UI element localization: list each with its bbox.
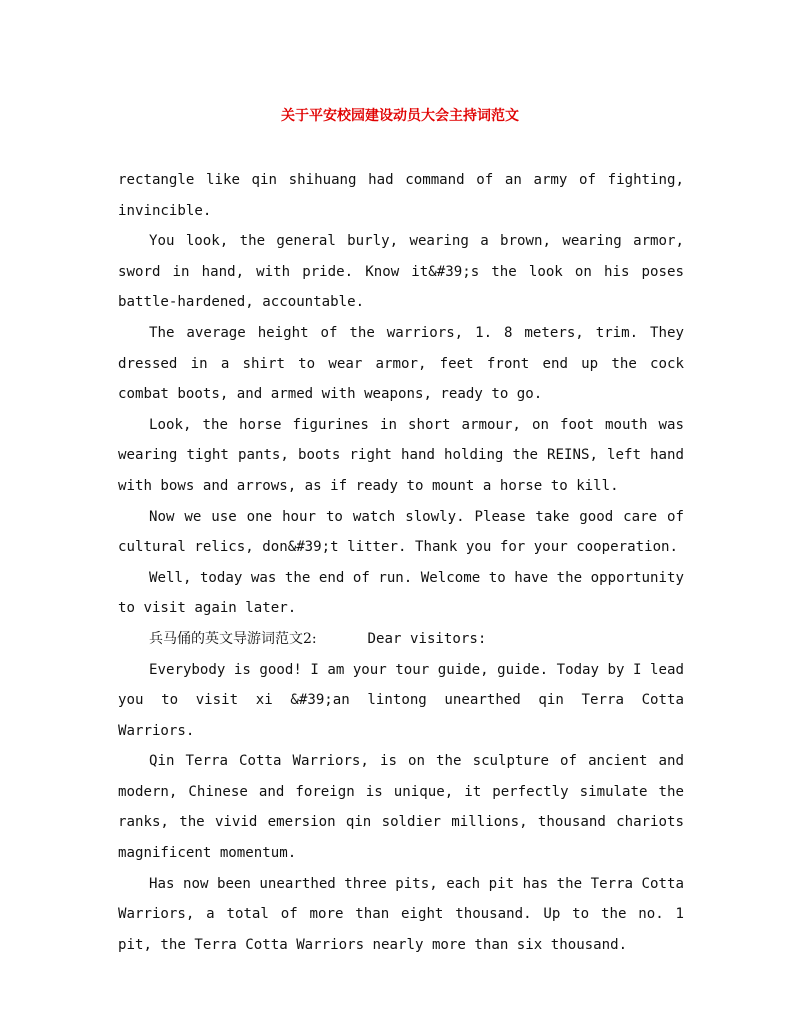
paragraph: Everybody is good! I am your tour guide, guide. Today by I lead you to visit xi &#39;an lintong unearthed qin Terra Cotta Warriors. (118, 661, 684, 739)
section-heading-greeting: Dear visitors: (367, 630, 487, 647)
paragraph: Look, the horse figurines in short armour, on foot mouth was wearing tight pants, boots right hand holding the REINS, left hand with bows and arrows, as if ready to mount a horse to kill. (118, 416, 684, 494)
section-heading-label: 兵马俑的英文导游词范文2: (149, 630, 317, 647)
paragraph: The average height of the warriors, 1. 8 meters, trim. They dressed in a shirt to wear armor, feet front end up the cock combat boots, and armed with weapons, ready to go. (118, 324, 684, 403)
paragraph: You look, the general burly, wearing a brown, wearing armor, sword in hand, with pride. Know it&#39;s the look on his poses battle-hardened, accountable. (118, 233, 684, 311)
paragraph: rectangle like qin shihuang had command of an army of fighting, invincible. (118, 172, 684, 219)
paragraph: Has now been unearthed three pits, each pit has the Terra Cotta Warriors, a total of more than eight thousand. Up to the no. 1 pit, the Terra Cotta Warriors nearly more than six thousand. (118, 875, 684, 953)
section-heading (118, 624, 684, 655)
paragraph: Well, today was the end of run. Welcome to have the opportunity to visit again later. (118, 569, 684, 617)
document-body (118, 165, 684, 960)
paragraph: Now we use one hour to watch slowly. Please take good care of cultural relics, don&#39;t litter. Thank you for your cooperation. (118, 508, 684, 556)
document-title: 关于平安校园建设动员大会主持词范文 (281, 108, 519, 124)
paragraph: Qin Terra Cotta Warriors, is on the sculpture of ancient and modern, Chinese and foreign is unique, it perfectly simulate the ranks, the vivid emersion qin soldier millions, thousand chariots magnificent momentum. (118, 753, 684, 862)
